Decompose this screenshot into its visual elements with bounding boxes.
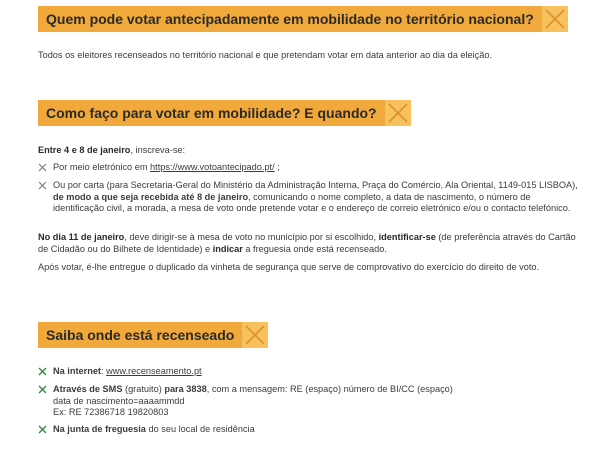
x-mark-icon [38,181,47,190]
heading-who-can-vote [38,6,568,32]
heading-where-registered [38,322,268,348]
list-item: Ou por carta (para Secretaria-Geral do Ministério da Administração Interna, Praça do Comércio, Ala Oriental, 1149-015 LISBOA), de modo a que seja recebida até 8 de janeiro, comunicando o nome completo, a data de nascimento, o número de identificação civil, a morada, a mesa de voto onde pretende votar e o endereço de correio eletrónico e/ou o contacto telefónico. [38,180,578,215]
heading-label: Saiba onde está recenseado [38,322,242,348]
x-mark-icon [38,367,47,376]
heading-label: Quem pode votar antecipadamente em mobilidade no território nacional? [38,6,542,32]
x-mark-icon [38,385,47,394]
list-item: Na junta de freguesia do seu local de residência [38,424,578,436]
who-can-vote-text: Todos os eleitores recenseados no território nacional e que pretendam votar em data anterior ao dia da eleição. [38,50,493,60]
heading-how-to-vote [38,100,411,126]
x-mark-icon [38,163,47,172]
x-mark-icon [542,6,568,32]
heading-label: Como faço para votar em mobilidade? E quando? [38,100,385,126]
x-mark-icon [242,322,268,348]
votoantecipado-link[interactable]: https://www.votoantecipado.pt/ [150,162,275,172]
registration-intro: Entre 4 e 8 de janeiro, inscreva-se: [38,145,186,155]
list-item: Através de SMS (gratuito) para 3838, com a mensagem: RE (espaço) número de BI/CC (espaço) data de nascimento=aaaammdd Ex: RE 72386718 19820803 [38,384,578,419]
election-day-text: No dia 11 de janeiro, deve dirigir-se à mesa de voto no município por si escolhido, identificar-se (de preferência através do Cartão de Cidadão ou do Bilhete de Identidade) e indicar a freguesia onde está recenseado. [38,232,576,254]
list-item: Por meio eletrónico em https://www.votoantecipado.pt/ ; [38,162,578,174]
x-mark-icon [38,425,47,434]
x-mark-icon [385,100,411,126]
recenseamento-link[interactable]: www.recenseamento.pt [106,366,202,376]
after-voting-text: Após votar, é-lhe entregue o duplicado da vinheta de segurança que serve de comprovativo do exercício do direito de voto. [38,262,540,272]
list-item: Na internet: www.recenseamento.pt [38,366,578,378]
